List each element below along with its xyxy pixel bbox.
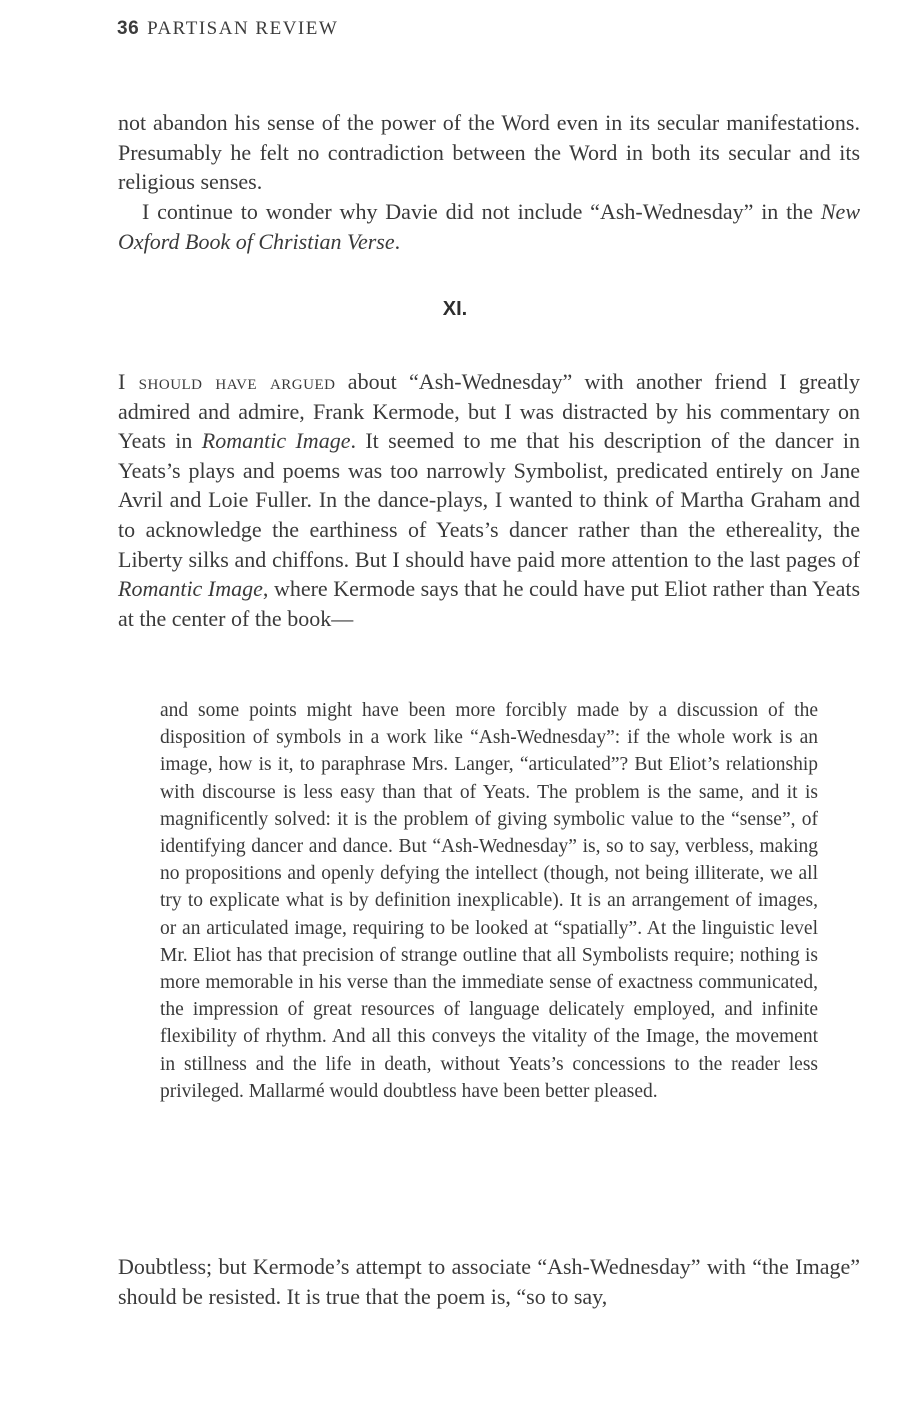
paragraph-text: I continue to wonder why Davie did not include “Ash-Wednesday” in the: [142, 199, 821, 224]
paragraph-kermode: [118, 367, 860, 633]
journal-title: PARTISAN REVIEW: [147, 18, 339, 39]
paragraph-text: , where Kermode says that he could have put Eliot rather than Yeats at the center of the book—: [118, 576, 861, 631]
running-header: [117, 18, 338, 40]
book-title: New Oxford Book of Christian Verse: [118, 199, 860, 254]
lead-in: I should have argued: [118, 369, 336, 394]
paragraph-text: about “Ash-Wednesday” with another friend I greatly admired and admire, Frank Kermode, but I was distracted by his commentary on Yeats in: [118, 369, 860, 454]
paragraph-text: . It seemed to me that his description of the dancer in Yeats’s plays and poems was too narrowly Symbolist, predicated entirely on Jane Avril and Loie Fuller. In the dance-plays, I wanted to think of Martha Graham and to acknowledge the earthiness of Yeats’s dancer rather than the ethereality, the Liberty silks and chiffons. But I should have paid more attention to the last pages of: [118, 428, 860, 572]
page-number: 36: [117, 18, 140, 39]
block-quote: and some points might have been more forcibly made by a discussion of the disposition of symbols in a work like “Ash-Wednesday”: if the whole work is an image, how is it, to paraphrase Mrs. Langer, “articulated”? But Eliot’s relationship with discourse is less easy than that of Yeats. The problem is the same, and it is magnificently solved: it is the problem of giving symbolic value to the “sense”, of identifying dancer and dance. But “Ash-Wednesday” is, so to say, verbless, making no propositions and openly defying the intellect (though, not being illiterate, we all try to explicate what is by definition inexplicable). It is an arrangement of images, or an articulated image, requiring to be looked at “spatially”. At the linguistic level Mr. Eliot has that precision of strange outline that all Symbolists require; nothing is more memorable in his verse than the immediate sense of exactness communicated, the impression of great resources of language delicately employed, and infinite flexibility of rhythm. And all this conveys the vitality of the Image, the movement in stillness and the life in death, without Yeats’s concessions to the reader less privileged. Mallarmé would doubtless have been better pleased.: [160, 700, 818, 1102]
book-title: Romantic Image: [118, 576, 263, 602]
section-heading: XI.: [442, 298, 468, 320]
paragraph-doubtless: Doubtless; but Kermode’s attempt to associate “Ash-Wednesday” with “the Image” should be resisted. It is true that the poem is, “so to say,: [118, 1254, 860, 1309]
paragraph-davie: [118, 197, 860, 256]
paragraph-continuation: not abandon his sense of the power of the Word even in its secular manifestations. Presumably he felt no contradiction between the Word in both its secular and its religious senses.: [118, 110, 860, 195]
paragraph-text: .: [394, 228, 401, 254]
book-title: Romantic Image: [201, 428, 351, 454]
